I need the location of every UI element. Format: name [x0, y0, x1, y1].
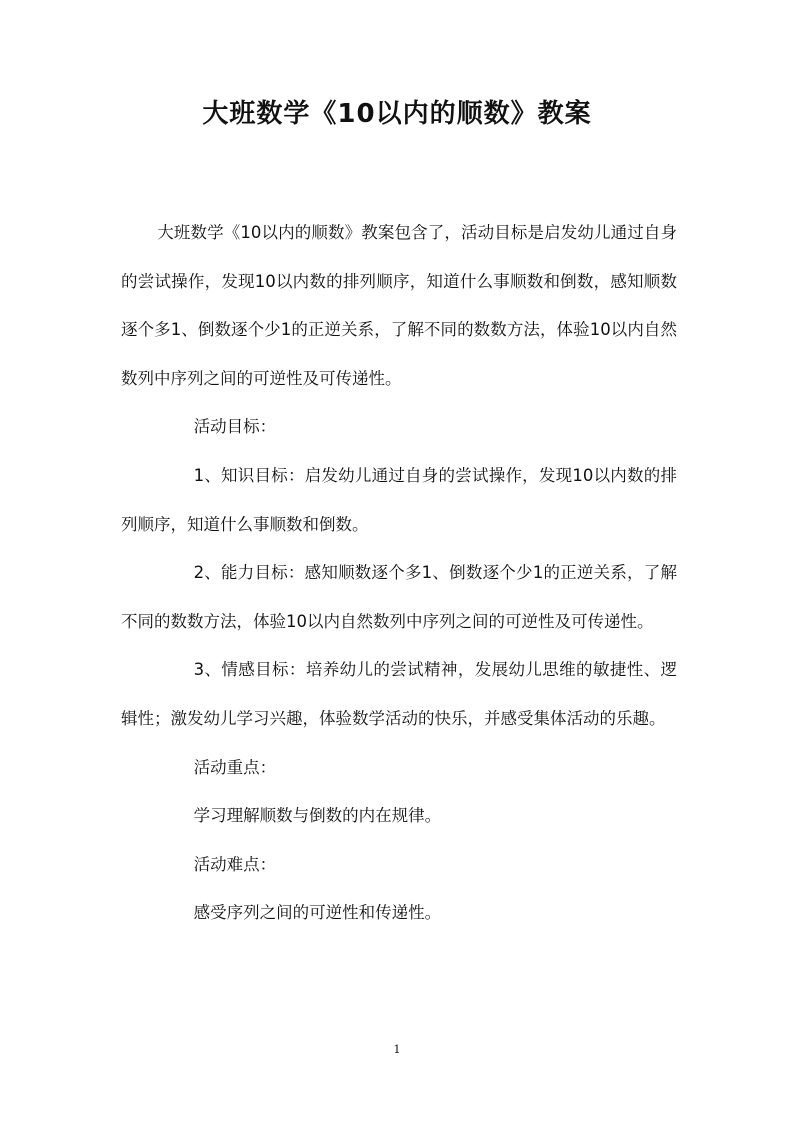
- page-number: 1: [393, 1043, 401, 1056]
- key-points-paragraph: 学习理解顺数与倒数的内在规律。: [193, 806, 442, 826]
- goal-knowledge-paragraph: 1、知识目标：启发幼儿通过自身的尝试操作，发现10以内数的排列顺序，知道什么事顺数和倒数。: [121, 465, 677, 534]
- goal-ability-paragraph: 2、能力目标：感知顺数逐个多1、倒数逐个少1的正逆关系，了解不同的数数方法，体验10以内自然数列中序列之间的可逆性及可传递性。: [121, 563, 677, 631]
- page-title: 大班数学《10以内的顺数》教案: [202, 99, 592, 129]
- section-heading-difficulties: 活动难点：: [193, 854, 277, 874]
- difficulties-paragraph: 感受序列之间的可逆性和传递性。: [193, 903, 442, 923]
- section-heading-key-points: 活动重点：: [193, 757, 277, 777]
- goal-emotion-paragraph: 3、情感目标：培养幼儿的尝试精神，发展幼儿思维的敏捷性、逻辑性；激发幼儿学习兴趣，体验数学活动的快乐，并感受集体活动的乐趣。: [121, 660, 677, 728]
- document-body: [121, 209, 677, 938]
- section-heading-goals: 活动目标：: [193, 417, 277, 437]
- intro-paragraph: 大班数学《10以内的顺数》教案包含了，活动目标是启发幼儿通过自身的尝试操作，发现10以内数的排列顺序，知道什么事顺数和倒数，感知顺数逐个多1、倒数逐个少1的正逆关系，了解不同的数数方法，体验10以内自然数列中序列之间的可逆性及可传递性。: [121, 223, 677, 388]
